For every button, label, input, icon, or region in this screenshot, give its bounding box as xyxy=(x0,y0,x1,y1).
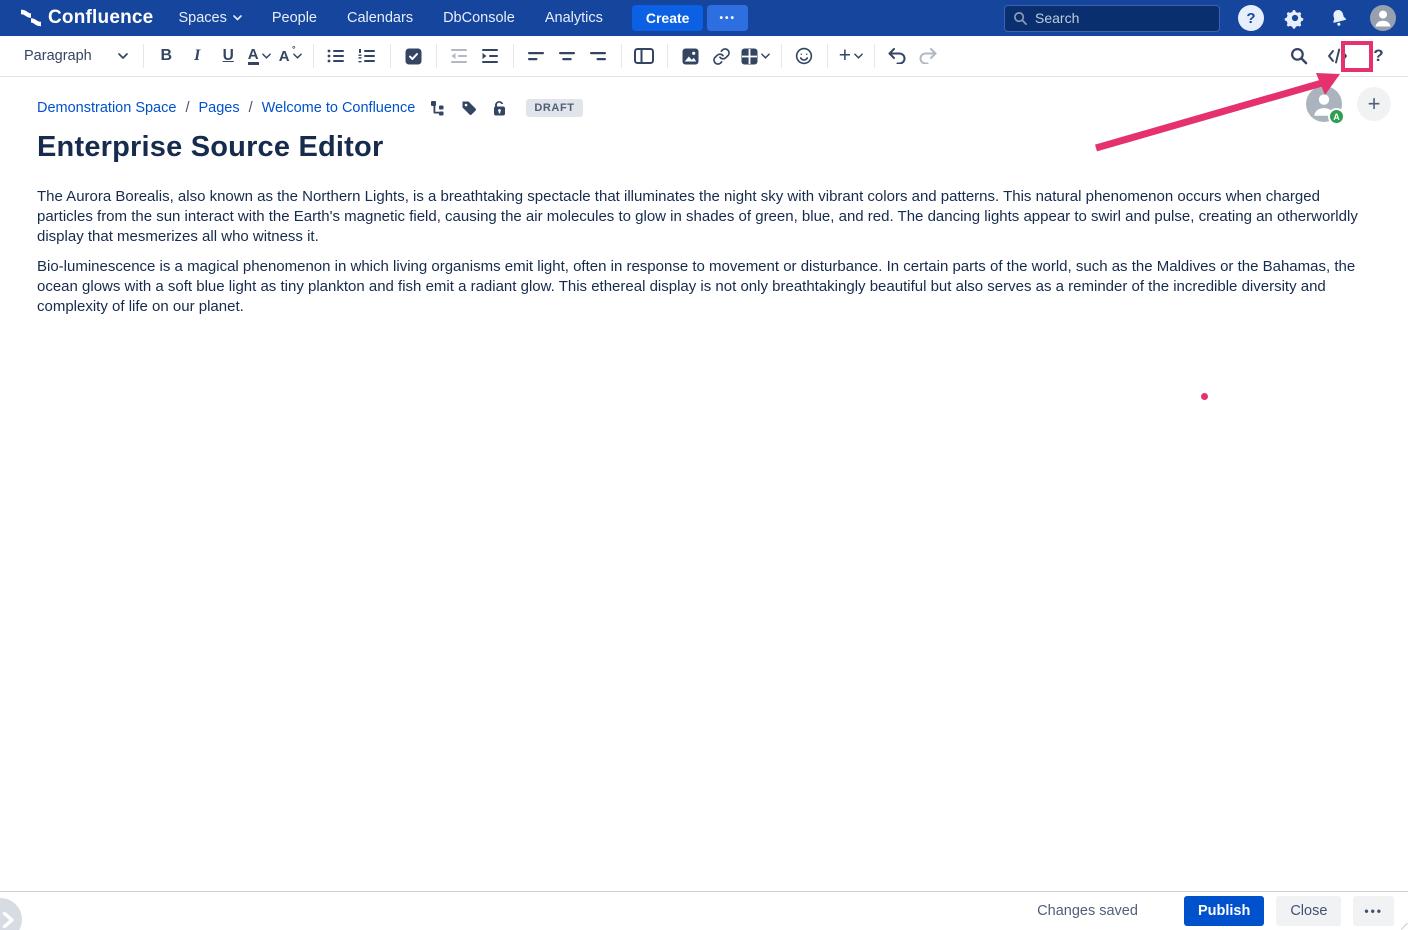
align-left-button[interactable] xyxy=(521,41,552,72)
text-color-button[interactable]: A xyxy=(244,41,275,72)
page-content[interactable] xyxy=(37,187,1371,327)
breadcrumb xyxy=(37,99,583,117)
draft-status-badge: DRAFT xyxy=(526,99,582,117)
confluence-logo[interactable] xyxy=(20,7,153,29)
top-navigation-bar xyxy=(0,0,1408,36)
task-list-button[interactable] xyxy=(398,41,429,72)
nav-item-analytics[interactable]: Analytics xyxy=(544,10,603,26)
toolbar-left-group xyxy=(14,41,944,72)
profile-avatar[interactable] xyxy=(1370,5,1396,31)
confluence-mark-icon xyxy=(20,8,42,28)
insert-image-button[interactable] xyxy=(675,41,706,72)
outdent-button xyxy=(444,41,475,72)
toolbar-divider xyxy=(436,44,437,68)
sidebar-expand-button[interactable] xyxy=(0,898,22,930)
align-center-button[interactable] xyxy=(552,41,583,72)
toolbar-divider xyxy=(390,44,391,68)
emoji-button[interactable] xyxy=(789,41,820,72)
breadcrumb-separator: / xyxy=(248,100,253,116)
insert-link-button[interactable] xyxy=(706,41,737,72)
page-tree-icon[interactable] xyxy=(430,100,446,116)
breadcrumb-separator: / xyxy=(185,100,190,116)
bullet-list-button[interactable] xyxy=(321,41,352,72)
more-formatting-button[interactable]: A ° xyxy=(275,41,306,72)
editor-toolbar xyxy=(0,36,1408,77)
close-button[interactable]: Close xyxy=(1276,896,1341,926)
search-icon xyxy=(1013,11,1028,26)
unlocked-restrictions-icon[interactable] xyxy=(492,100,507,116)
chevron-down-icon xyxy=(233,15,242,21)
search-box[interactable] xyxy=(1004,5,1220,32)
person-icon xyxy=(1370,5,1396,31)
chevron-down-icon xyxy=(118,53,128,59)
breadcrumb-parent-page-link[interactable]: Welcome to Confluence xyxy=(261,100,416,116)
toolbar-divider xyxy=(667,44,668,68)
chevron-down-icon xyxy=(761,53,770,59)
nav-items xyxy=(163,0,748,36)
chevron-right-icon xyxy=(2,911,15,929)
footer-more-button[interactable]: ••• xyxy=(1353,896,1394,926)
page-layout-button[interactable] xyxy=(629,41,660,72)
paragraph-bioluminescence[interactable]: Bio-luminescence is a magical phenomenon in which living organisms emit light, often in response to movement or disturbance. In certain parts of the world, such as the Maldives or the Bahamas, the ocean glows with a soft blue light as tiny plankton and fish emit a radiant glow. This ethereal display is not only breathtakingly beautiful but also serves as a reminder of the incredible diversity and complexity of life on our planet. xyxy=(37,258,1356,315)
toolbar-divider xyxy=(143,44,144,68)
undo-button[interactable] xyxy=(882,41,913,72)
align-right-button[interactable] xyxy=(583,41,614,72)
breadcrumb-space-link[interactable]: Demonstration Space xyxy=(37,100,177,116)
toolbar-divider xyxy=(621,44,622,68)
breadcrumb-pages-link[interactable]: Pages xyxy=(198,100,240,116)
labels-tag-icon[interactable] xyxy=(461,100,477,116)
publish-button[interactable]: Publish xyxy=(1184,896,1264,926)
paragraph-style-dropdown[interactable]: Paragraph xyxy=(14,44,136,68)
insert-more-button[interactable]: + xyxy=(835,41,867,72)
indent-button[interactable] xyxy=(475,41,506,72)
presence-status-badge: A xyxy=(1328,108,1345,125)
notifications-bell-icon[interactable] xyxy=(1326,5,1352,31)
toolbar-divider xyxy=(874,44,875,68)
toolbar-divider xyxy=(827,44,828,68)
nav-item-dbconsole[interactable]: DbConsole xyxy=(443,10,515,26)
presence-cluster xyxy=(1306,86,1391,122)
create-button[interactable]: Create xyxy=(632,5,704,31)
search-input[interactable] xyxy=(1035,10,1195,26)
redo-button xyxy=(913,41,944,72)
nav-item-calendars[interactable]: Calendars xyxy=(346,10,414,26)
brand-name: Confluence xyxy=(48,7,154,28)
source-editor-button[interactable] xyxy=(1322,41,1353,72)
insert-table-button[interactable] xyxy=(737,41,774,72)
editor-footer-bar xyxy=(0,891,1408,930)
resize-grip xyxy=(1395,917,1408,930)
toolbar-divider xyxy=(513,44,514,68)
nav-right-cluster xyxy=(1004,5,1396,32)
toolbar-divider xyxy=(313,44,314,68)
toolbar-divider xyxy=(781,44,782,68)
italic-button[interactable]: I xyxy=(194,47,201,64)
chevron-down-icon xyxy=(293,53,302,59)
bold-button[interactable]: B xyxy=(160,47,172,64)
help-icon[interactable]: ? xyxy=(1238,5,1264,31)
nav-item-people[interactable]: People xyxy=(271,10,317,26)
settings-gear-icon[interactable] xyxy=(1282,5,1308,31)
find-replace-button[interactable] xyxy=(1283,41,1314,72)
numbered-list-button[interactable] xyxy=(352,41,383,72)
editor-help-button[interactable]: ? xyxy=(1373,46,1384,65)
save-status-text: Changes saved xyxy=(1037,903,1138,919)
nav-item-spaces[interactable]: Spaces xyxy=(163,0,256,36)
collaborator-avatar[interactable] xyxy=(1306,86,1342,122)
chevron-down-icon xyxy=(854,53,863,59)
annotation-dot xyxy=(1201,393,1208,400)
toolbar-right-group xyxy=(1283,41,1394,72)
nav-more-button[interactable]: ••• xyxy=(707,5,748,31)
page-title[interactable]: Enterprise Source Editor xyxy=(37,131,384,163)
invite-plus-button[interactable]: + xyxy=(1357,87,1391,121)
paragraph-aurora[interactable]: The Aurora Borealis, also known as the Northern Lights, is a breathtaking spectacle that illuminates the night sky with vibrant colors and patterns. This natural phenomenon occurs when charged particles from the sun interact with the Earth's magnetic field, causing the air molecules to glow in shades of green, blue, and red. The dancing lights appear to swirl and pulse, creating an otherworldly display that mesmerizes all who witness it. xyxy=(37,188,1358,245)
underline-button[interactable]: U xyxy=(222,47,234,64)
chevron-down-icon xyxy=(262,53,271,59)
